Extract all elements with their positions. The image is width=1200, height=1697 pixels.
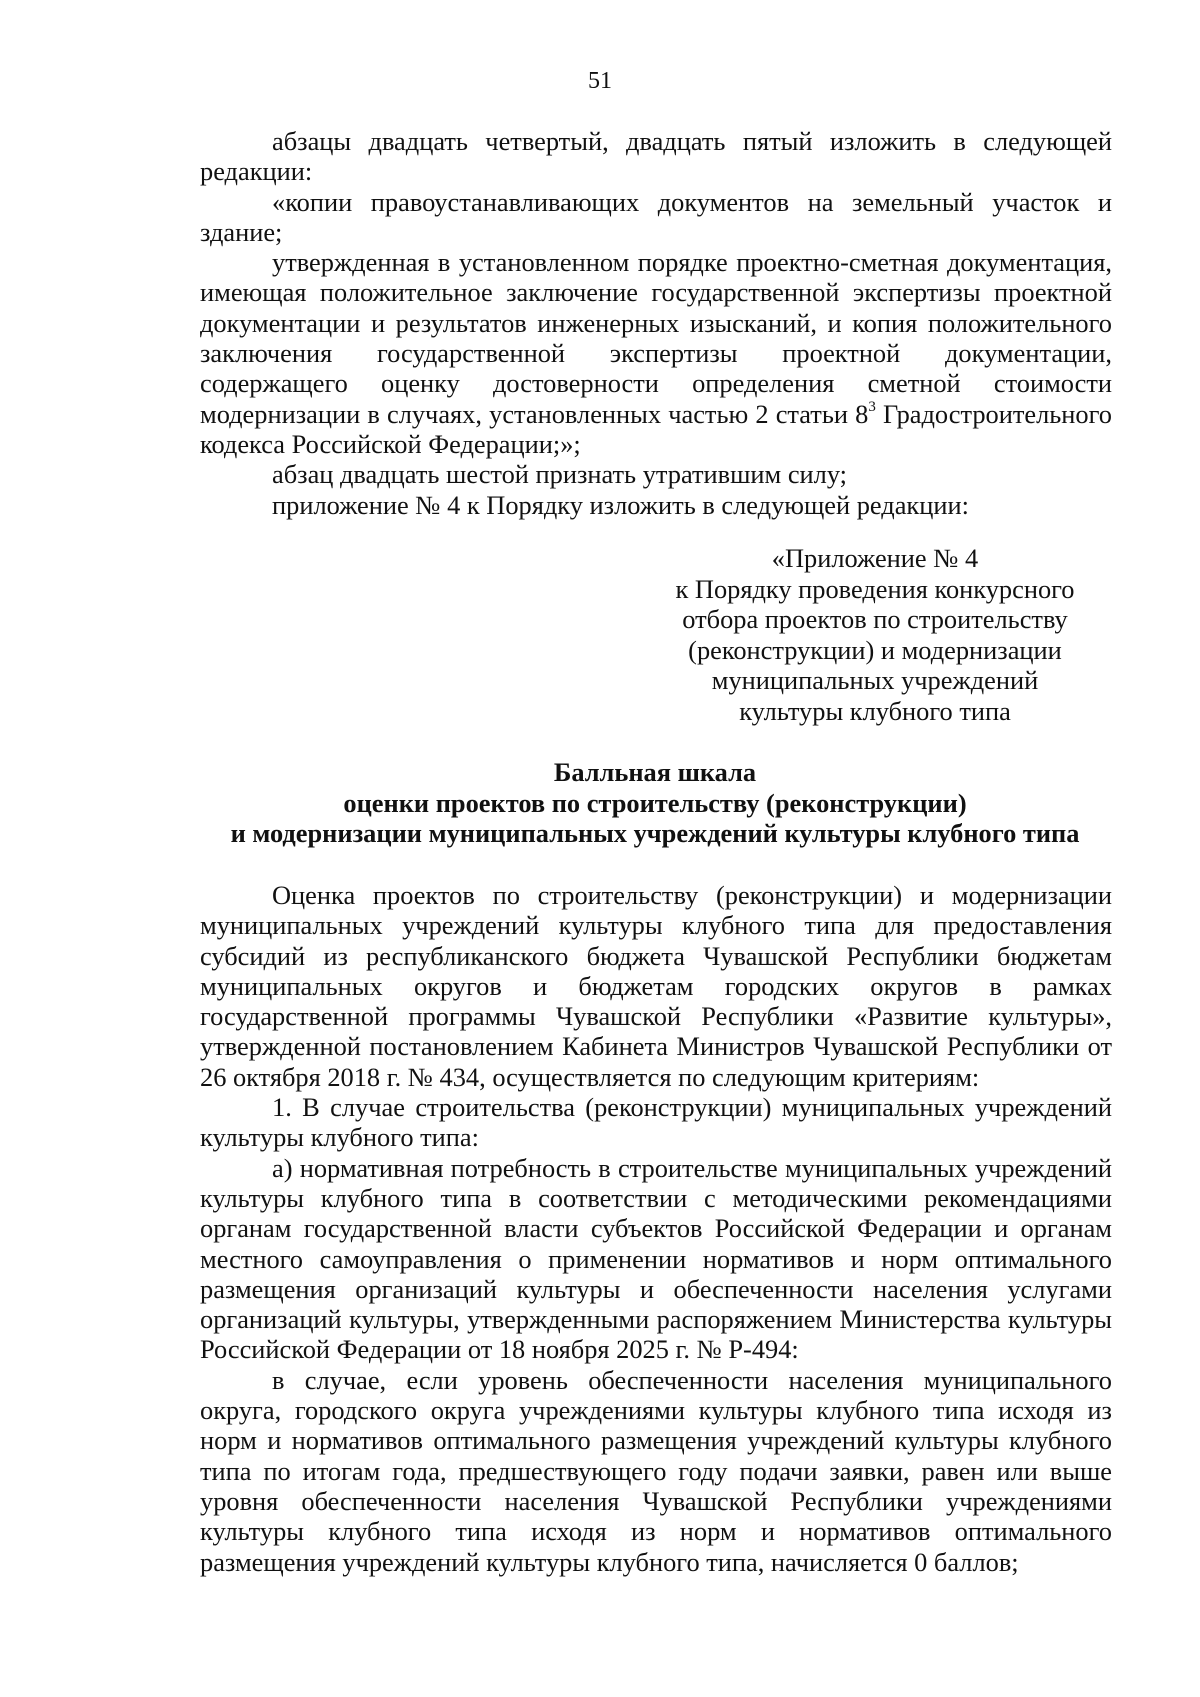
- paragraph-text: утвержденная в установленном порядке проектно-сметная документация, имеющая положительное заключение государственной экспертизы проектной документации и результатов инженерных изысканий, и копия положительного заключения государственной экспертизы проектной документации, содержащего оценку достоверности определения сметной стоимости модернизации в случаях, установленных частью 2 статьи 8: [200, 247, 1112, 429]
- title-line: и модернизации муниципальных учреждений культуры клубного типа: [230, 818, 1080, 849]
- paragraph: Оценка проектов по строительству (реконструкции) и модернизации муниципальных учреждений культуры клубного типа для предоставления субсидий из республиканского бюджета Чувашской Республики бюджетам муниципальных округов и бюджетам городских округов в рамках государственной программы Чувашской Республики «Развитие культуры», утвержденной постановлением Кабинета Министров Чувашской Республики от 26 октября 2018 г. № 434, осуществляется по следующим критериям:: [200, 880, 1112, 1092]
- appendix-line: к Порядку проведения конкурсного: [675, 573, 1075, 604]
- superscript: 3: [868, 398, 876, 415]
- appendix-line: муниципальных учреждений: [711, 665, 1039, 696]
- body-text: [200, 880, 1112, 1577]
- paragraph: приложение № 4 к Порядку изложить в следующей редакции:: [272, 489, 969, 520]
- appendix-line: культуры клубного типа: [739, 695, 1011, 726]
- amendment-text: [200, 126, 1112, 520]
- paragraph: в случае, если уровень обеспеченности населения муниципального округа, городского округа учреждениями культуры клубного типа исходя из норм и нормативов оптимального размещения учреждений культуры клубного типа по итогам года, предшествующего году подачи заявки, равен или выше уровня обеспеченности населения Чувашской Республики учреждениями культуры клубного типа исходя из норм и нормативов оптимального размещения учреждений культуры клубного типа, начисляется 0 баллов;: [200, 1364, 1112, 1577]
- paragraph: 1. В случае строительства (реконструкции) муниципальных учреждений культуры клубного типа:: [200, 1092, 1112, 1153]
- paragraph-text: Градостроительного кодекса Российской Федерации;»;: [200, 398, 1112, 459]
- title-line: Балльная шкала: [553, 757, 757, 787]
- paragraph: абзацы двадцать четвертый, двадцать пятый изложить в следующей редакции:: [200, 126, 1112, 187]
- paragraph: а) нормативная потребность в строительстве муниципальных учреждений культуры клубного типа в соответствии с методическими рекомендациями органам государственной власти субъектов Российской Федерации и органам местного самоуправления о применении нормативов и норм оптимального размещения организаций культуры и обеспеченности населения услугами организаций культуры, утвержденными распоряжением Министерства культуры Российской Федерации от 18 ноября 2025 г. № Р-494:: [200, 1152, 1112, 1365]
- appendix-line: (реконструкции) и модернизации: [688, 634, 1062, 665]
- paragraph: [200, 247, 1112, 459]
- document-title: [190, 757, 1120, 849]
- paragraph: абзац двадцать шестой признать утратившим силу;: [272, 459, 848, 490]
- appendix-line: «Приложение № 4: [771, 543, 979, 573]
- title-line: оценки проектов по строительству (реконструкции): [343, 787, 967, 818]
- page-number: 51: [588, 68, 612, 94]
- appendix-header: [640, 543, 1110, 727]
- appendix-line: отбора проектов по строительству: [682, 604, 1068, 635]
- paragraph: «копии правоустанавливающих документов на земельный участок и здание;: [200, 186, 1112, 247]
